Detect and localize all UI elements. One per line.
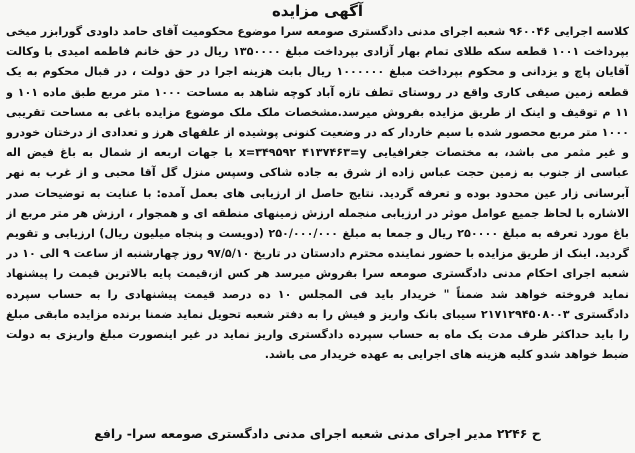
notice-body xyxy=(6,22,629,422)
notice-signature: ح ۲۲۴۶ مدیر اجرای مدنی شعبه اجرای مدنی دادگستری صومعه سرا- رافع xyxy=(94,426,541,441)
notice-paragraph: کلاسه اجرایی ۹۶۰۰۴۶ شعبه اجرای مدنی دادگستری صومعه سرا موضوع محکومیت آقای حامد داودی گورابزر میخی بپرداخت ۱۰۰۱ قطعه سکه طلای تمام بهار آزادی بپرداخت مبلغ ۱۳۵۰۰۰۰ ریال در حق خانم فاطمه امیدی با وکالت آقایان پاچ و یزدانی و محکوم بپرداخت مبلغ ۱۰۰۰۰۰۰ ریال بابت هزینه اجرا در حق دولت ، در قبال محکوم به یک قطعه زمین صیفی کاری واقع در روستای تطف تازه آباد کوچه شاهد به مساحت ۱۰۰۰ متر مربع طبق ماده ۱۰۱ و ۱۱ م توقیف و اینک از طریق مزایده بفروش میرسد.مشخصات ملک ملک موضوع مزایده باغی به مساحت تقریبی ۱۰۰۰ متر مربع محصور شده با سیم خاردار که در وضعیت کنونی پوشیده از علفهای هرز و تعدادی از درختان خودرو و غیر مثمر می باشد، به مختصات جغرافیایی x=۳۴۹۵۹۲ ۴۱۳۷۴۶۳=y با جهات اربعه از شمال به باغ فیض اله عباسی از جنوب به زمین حجت عباس زاده از شرق به جاده شاکی وسپس منزل گل آقا محبی و از غرب به نهر آبرسانی زار عین محدود بوده و تعرفه گردید. نتایج حاصل از ارزیابی های بعمل آمده: با عنایت به توضیحات صدر الاشاره با لحاظ جمیع عوامل موثر در ارزیابی منجمله ارزش زمینهای منطقه ای و همجوار ، ارزش هر متر مربع از باغ مورد تعرفه به مبلغ ۲۵۰۰۰۰ ریال و جمعا به مبلغ ۲۵۰/۰۰۰/۰۰۰ (دویست و پنجاه میلیون ریال) ارزیابی و تقویم گردید. اینک از طریق مزایده با حضور نماینده محترم دادستان در تاریخ ۹۷/۵/۱۰ روز چهارشنبه از ساعت ۹ الی ۱۰ در شعبه اجرای احکام مدنی دادگستری صومعه سرا بفروش میرسد هر کس از،قیمت پایه بالاترین قیمت را پیشنهاد نماید فروخته خواهد شد ضمناً " خریدار باید فی المجلس ۱۰ ده درصد قیمت پیشنهادی را به حساب سپرده دادگستری ۲۱۷۱۲۹۴۵۰۸۰۰۳ سیبای بانک واریز و فیش را به دفتر شعبه تحویل نماید ضمنا برنده مزایده مابقی مبلغ را باید حداکثر ظرف مدت یک ماه به حساب سپرده دادگستری واریز نماید در غیر اینصورت مبلغ واریزی به دولت ضبط خواهد شدو کلیه هزینه های اجرایی به عهده خریدار می باشد. xyxy=(6,25,629,362)
notice-title: آگهی مزایده xyxy=(271,2,364,20)
